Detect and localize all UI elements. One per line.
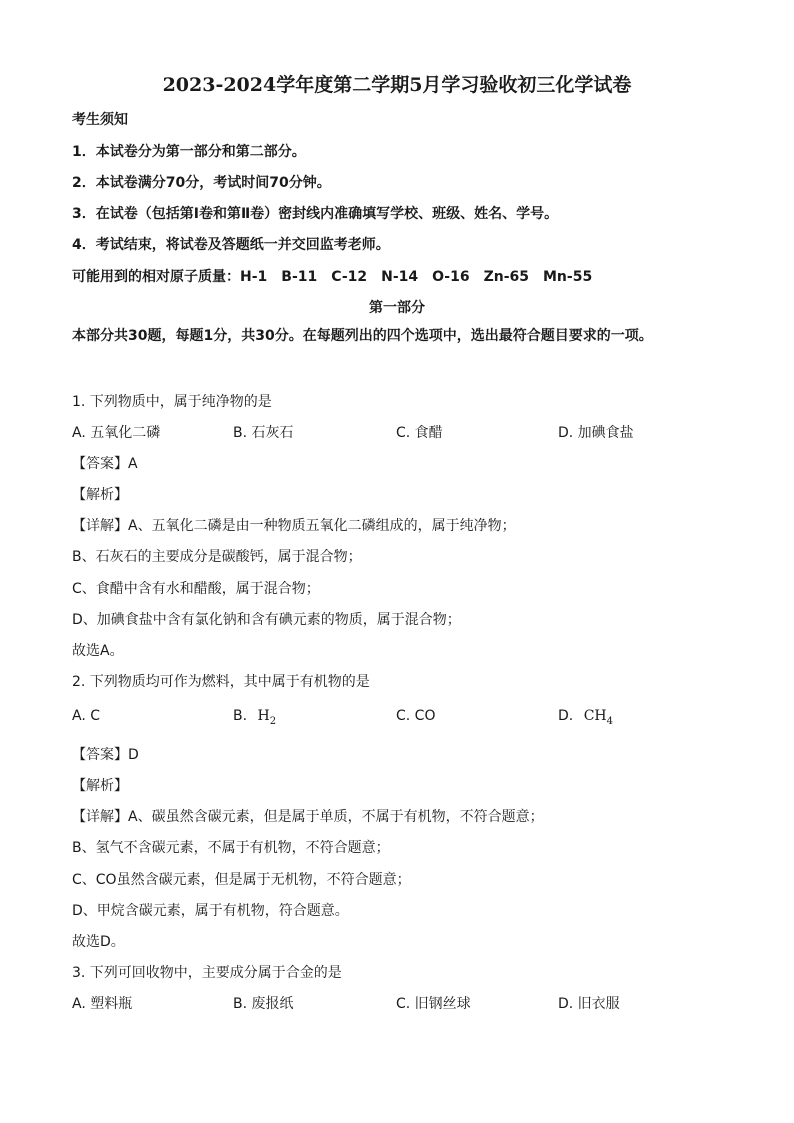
q1-answer-value: A: [128, 456, 138, 472]
q1-option-d: D. 加碘食盐: [558, 425, 634, 441]
q1-conclusion: 故选A。: [72, 643, 124, 659]
q1-stem: 1. 下列物质中，属于纯净物的是: [72, 394, 272, 410]
q2-option-b: [233, 708, 276, 727]
q1-option-c: C. 食醋: [396, 425, 443, 441]
notice-item-4: 4．考试结束，将试卷及答题纸一并交回监考老师。: [72, 237, 390, 253]
q3-option-c: C. 旧钢丝球: [396, 996, 471, 1012]
q2-option-c: C. CO: [396, 708, 436, 724]
exam-title: 2023-2024学年度第二学期5月学习验收初三化学试卷: [162, 74, 632, 96]
q2-option-a: A. C: [72, 708, 101, 724]
q2-option-b-subscript: 2: [269, 715, 277, 727]
q2-analysis-tag: 【解析】: [72, 778, 128, 794]
q1-detail-3: C、食醋中含有水和醋酸，属于混合物；: [72, 581, 320, 597]
q2-conclusion: 故选D。: [72, 934, 125, 950]
part1-title: 第一部分: [369, 300, 425, 316]
q1-option-b: B. 石灰石: [233, 425, 294, 441]
q2-option-d-label: D.: [558, 708, 574, 724]
q2-detail-3: C、CO虽然含碳元素，但是属于无机物，不符合题意；: [72, 872, 411, 888]
notice-item-3: 3．在试卷（包括第Ⅰ卷和第Ⅱ卷）密封线内准确填写学校、班级、姓名、学号。: [72, 206, 559, 222]
q3-option-a: A. 塑料瓶: [72, 996, 133, 1012]
answer-tag: 【答案】: [72, 456, 128, 472]
atomic-masses: 可能用到的相对原子质量：H-1 B-11 C-12 N-14 O-16 Zn-65 Mn-55: [72, 269, 593, 285]
q2-stem: 2. 下列物质均可作为燃料，其中属于有机物的是: [72, 674, 370, 690]
q2-option-d: [558, 708, 613, 727]
q1-detail-4: D、加碘食盐中含有氯化钠和含有碘元素的物质，属于混合物；: [72, 612, 461, 628]
q2-detail-4: D、甲烷含碳元素，属于有机物，符合题意。: [72, 903, 349, 919]
notice-item-2: 2．本试卷满分70分，考试时间70分钟。: [72, 175, 331, 191]
answer-tag: 【答案】: [72, 747, 128, 763]
part1-intro: 本部分共30题，每题1分，共30分。在每题列出的四个选项中，选出最符合题目要求的一项。: [72, 328, 653, 344]
notice-heading: 考生须知: [72, 112, 128, 128]
notice-item-1: 1．本试卷分为第一部分和第二部分。: [72, 144, 306, 160]
q2-answer-value: D: [128, 747, 139, 763]
q2-option-d-subscript: 4: [606, 715, 613, 727]
q3-option-d: D. 旧衣服: [558, 996, 620, 1012]
q1-detail-1: 【详解】A、五氧化二磷是由一种物质五氧化二磷组成的，属于纯净物；: [72, 518, 516, 534]
q1-analysis-tag: 【解析】: [72, 487, 128, 503]
q3-option-b: B. 废报纸: [233, 996, 294, 1012]
q1-option-a: A. 五氧化二磷: [72, 425, 161, 441]
q2-answer: [72, 744, 139, 764]
q2-detail-2: B、氢气不含碳元素，不属于有机物，不符合题意；: [72, 840, 390, 856]
q1-answer: [72, 453, 138, 473]
q2-detail-1: 【详解】A、碳虽然含碳元素，但是属于单质，不属于有机物，不符合题意；: [72, 809, 544, 825]
q1-detail-2: B、石灰石的主要成分是碳酸钙，属于混合物；: [72, 549, 362, 565]
q2-option-b-formula: H: [257, 708, 270, 724]
q2-option-d-formula: CH: [583, 708, 607, 724]
q3-stem: 3. 下列可回收物中，主要成分属于合金的是: [72, 965, 342, 981]
q2-option-b-label: B.: [233, 708, 248, 724]
